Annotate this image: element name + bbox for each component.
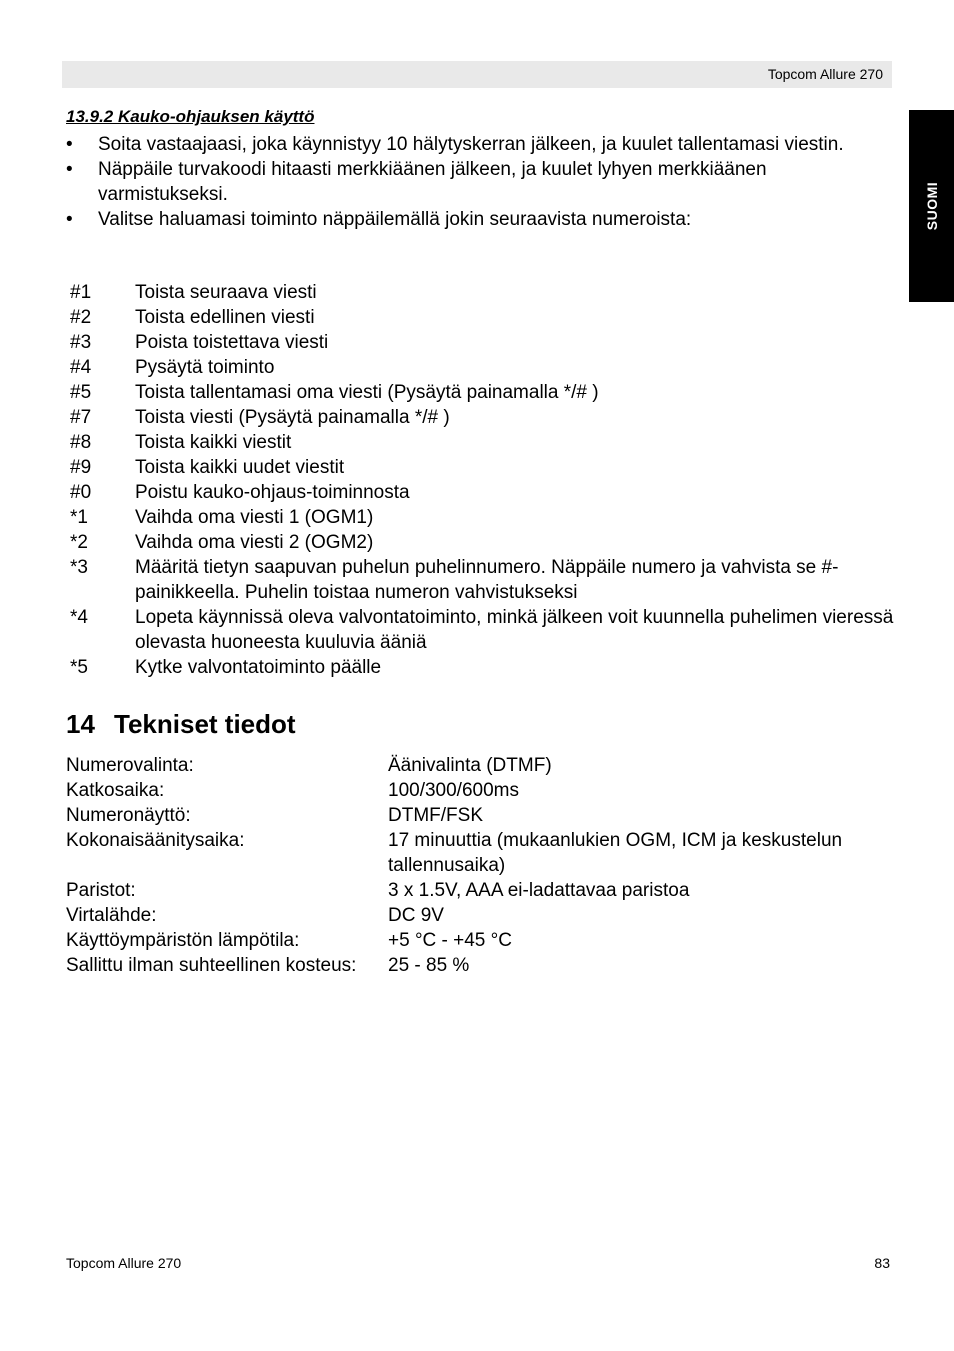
spec-table: [66, 753, 896, 978]
page-number: 83: [874, 1255, 890, 1271]
command-row: [70, 555, 900, 605]
command-row: [70, 480, 900, 505]
command-row: [70, 330, 900, 355]
command-key: #8: [70, 432, 92, 453]
command-key: #9: [70, 457, 92, 478]
command-row: [70, 280, 900, 305]
section-number: 14: [66, 709, 95, 739]
spec-value: 17 minuuttia (mukaanlukien OGM, ICM ja keskustelun tallennusaika): [388, 830, 843, 876]
bullet-icon: •: [66, 159, 73, 180]
spec-label: Numerovalinta:: [66, 755, 194, 776]
command-desc: Pysäytä toiminto: [135, 357, 275, 378]
command-desc: Vaihda oma viesti 2 (OGM2): [135, 532, 374, 553]
footer-product-name: Topcom Allure 270: [66, 1255, 182, 1271]
spec-label: Paristot:: [66, 880, 136, 901]
command-row: [70, 380, 900, 405]
spec-value: DTMF/FSK: [388, 805, 483, 826]
spec-value: +5 °C - +45 °C: [388, 930, 512, 951]
command-key: #0: [70, 482, 92, 503]
command-row: [70, 505, 900, 530]
header-title: Topcom Allure 270: [767, 66, 883, 82]
section-heading: Tekniset tiedot: [114, 709, 296, 739]
command-row: [70, 430, 900, 455]
command-key: #3: [70, 332, 92, 353]
command-key: #5: [70, 382, 92, 403]
command-row: [70, 455, 900, 480]
spec-label: Katkosaika:: [66, 780, 165, 801]
command-desc: Toista viesti (Pysäytä painamalla */# ): [135, 407, 450, 428]
command-key: #7: [70, 407, 92, 428]
command-key: *1: [70, 507, 88, 528]
spec-row: [66, 753, 896, 778]
bullet-item: • Soita vastaajaasi, joka käynnistyy 10 hälytyskerran jälkeen, ja kuulet tallentamasi viestin.: [66, 134, 844, 155]
spec-row: [66, 778, 896, 803]
command-key: *4: [70, 607, 88, 628]
spec-row: [66, 953, 896, 978]
command-desc: Kytke valvontatoiminto päälle: [135, 657, 382, 678]
command-row: [70, 405, 900, 430]
command-desc: Toista edellinen viesti: [135, 307, 315, 328]
subsection-title: 13.9.2 Kauko-ohjauksen käyttö: [66, 107, 315, 126]
command-row: [70, 605, 900, 655]
command-desc: Poistu kauko-ohjaus-toiminnosta: [135, 482, 410, 503]
command-desc: Määritä tietyn saapuvan puhelun puhelinnumero. Näppäile numero ja vahvista se #-painikkeella. Puhelin toistaa numeron vahvistukseksi: [135, 557, 839, 603]
command-desc: Vaihda oma viesti 1 (OGM1): [135, 507, 374, 528]
command-key: *2: [70, 532, 88, 553]
spec-label: Käyttöympäristön lämpötila:: [66, 930, 300, 951]
command-list: [70, 280, 900, 680]
spec-label: Virtalähde:: [66, 905, 157, 926]
spec-row: [66, 903, 896, 928]
spec-label: Kokonaisäänitysaika:: [66, 830, 245, 851]
command-desc: Toista tallentamasi oma viesti (Pysäytä painamalla */# ): [135, 382, 599, 403]
command-desc: Toista kaikki uudet viestit: [135, 457, 345, 478]
bullet-icon: •: [66, 134, 73, 155]
command-key: #4: [70, 357, 92, 378]
command-key: #2: [70, 307, 92, 328]
instruction-bullets: [66, 132, 866, 232]
command-desc: Toista kaikki viestit: [135, 432, 292, 453]
command-desc: Poista toistettava viesti: [135, 332, 329, 353]
bullet-item: • Näppäile turvakoodi hitaasti merkkiäänen jälkeen, ja kuulet lyhyen merkkiäänen varmistukseksi.: [66, 159, 767, 205]
section-title: [66, 709, 296, 740]
command-desc: Lopeta käynnissä oleva valvontatoiminto, minkä jälkeen voit kuunnella puhelimen vieressä olevasta huoneesta kuuluvia ääniä: [135, 607, 894, 653]
spec-value: 100/300/600ms: [388, 780, 519, 801]
command-row: [70, 530, 900, 555]
spec-value: 3 x 1.5V, AAA ei-ladattavaa paristoa: [388, 880, 690, 901]
command-key: *5: [70, 657, 88, 678]
spec-value: Äänivalinta (DTMF): [388, 755, 552, 776]
spec-row: [66, 878, 896, 903]
command-key: #1: [70, 282, 92, 303]
spec-row: [66, 828, 896, 878]
spec-label: Numeronäyttö:: [66, 805, 191, 826]
command-row: [70, 655, 900, 680]
spec-value: DC 9V: [388, 905, 444, 926]
bullet-item: • Valitse haluamasi toiminto näppäilemällä jokin seuraavista numeroista:: [66, 209, 692, 230]
page-header: [62, 61, 892, 88]
command-row: [70, 305, 900, 330]
spec-row: [66, 928, 896, 953]
language-tab-label: SUOMI: [923, 181, 940, 231]
spec-row: [66, 803, 896, 828]
language-tab: [909, 110, 954, 302]
command-row: [70, 355, 900, 380]
spec-value: 25 - 85 %: [388, 955, 470, 976]
spec-label: Sallittu ilman suhteellinen kosteus:: [66, 955, 357, 976]
bullet-icon: •: [66, 209, 73, 230]
command-key: *3: [70, 557, 88, 578]
command-desc: Toista seuraava viesti: [135, 282, 317, 303]
